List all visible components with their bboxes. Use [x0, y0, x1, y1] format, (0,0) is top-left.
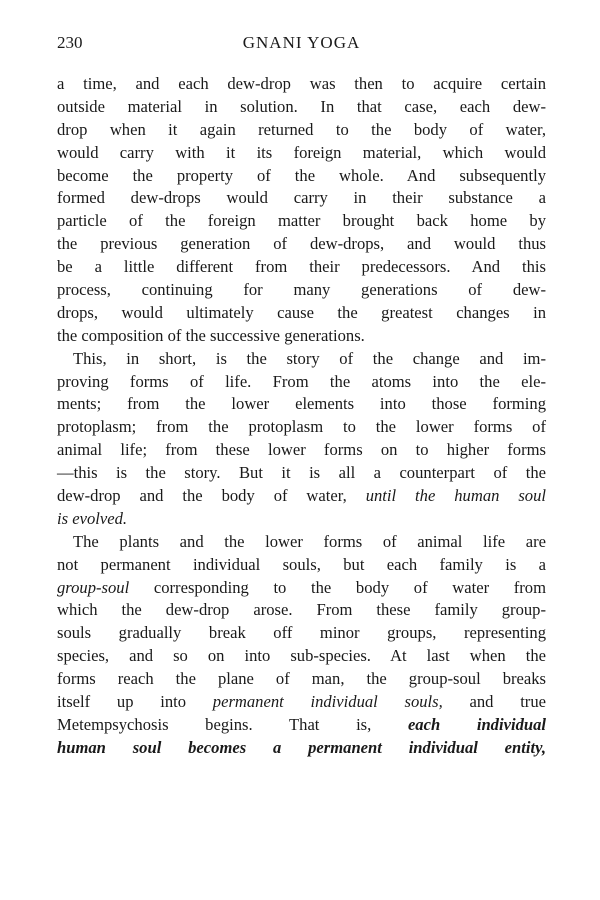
text-line [57, 187, 546, 210]
emphasized-text: is evolved. [57, 508, 128, 528]
text-segment: not permanent individual souls, but each family is a [57, 554, 546, 574]
emphasized-text: human soul becomes a permanent individual entity, [57, 737, 546, 757]
text-segment: Metempsychosis begins. That is, [57, 714, 408, 734]
text-segment: formed dew-drops would carry in their substance a [57, 188, 546, 208]
text-segment: This, in short, is the story of the change and im- [73, 348, 546, 368]
text-segment: souls gradually break off minor groups, representing [57, 623, 546, 643]
text-segment: ments; from the lower elements into those forming [57, 394, 546, 414]
text-segment: would carry with it its foreign material, which would [57, 142, 546, 162]
text-line [57, 416, 546, 439]
text-segment: a time, and each dew-drop was then to acquire certain [57, 74, 546, 93]
text-line [57, 73, 546, 96]
text-line [57, 668, 546, 691]
text-segment: drops, would ultimately cause the greatest changes in [57, 302, 546, 322]
emphasized-text: permanent individual souls, [212, 692, 443, 712]
text-segment: become the property of the whole. And subsequently [57, 165, 546, 185]
text-segment: itself up into [57, 692, 213, 712]
text-line [57, 577, 546, 600]
text-line [57, 393, 546, 416]
text-segment: the composition of the successive generations. [57, 325, 365, 345]
text-line [57, 439, 546, 462]
text-line [57, 508, 546, 531]
emphasized-text: until the human soul [365, 486, 546, 506]
text-segment: —this is the story. But it is all a counterpart of the [57, 463, 546, 483]
text-segment: species, and so on into sub-species. At last when the [57, 646, 546, 666]
text-line [57, 599, 546, 622]
text-segment: protoplasm; from the protoplasm to the lower forms of [57, 417, 546, 437]
text-segment: The plants and the lower forms of animal life are [73, 531, 546, 551]
text-segment: which the dew-drop arose. From these family group- [57, 600, 546, 620]
emphasized-text: group-soul [57, 577, 130, 597]
text-line [57, 714, 546, 737]
text-line [57, 371, 546, 394]
text-line [57, 256, 546, 279]
text-line [57, 325, 546, 348]
text-segment: outside material in solution. In that case, each dew- [57, 96, 546, 116]
text-line [57, 96, 546, 119]
page-number: 230 [57, 33, 83, 52]
text-segment: forms reach the plane of man, the group-soul breaks [57, 669, 546, 689]
text-segment: dew-drop and the body of water, [57, 486, 366, 506]
text-line [57, 119, 546, 142]
text-line [57, 233, 546, 256]
text-segment: and true [442, 692, 546, 712]
text-line [57, 691, 546, 714]
text-segment: be a little different from their predecessors. And this [57, 257, 546, 277]
text-segment: process, continuing for many generations of dew- [57, 280, 546, 300]
text-segment: proving forms of life. From the atoms into the ele- [57, 371, 546, 391]
text-line [57, 279, 546, 302]
page-header [57, 33, 546, 57]
body-text [57, 73, 546, 760]
text-line [57, 737, 546, 760]
running-head: GNANI YOGA [242, 33, 361, 52]
text-line [57, 622, 546, 645]
text-line [57, 462, 546, 485]
text-segment: animal life; from these lower forms on to higher forms [57, 440, 546, 460]
text-line [57, 485, 546, 508]
text-line [57, 348, 546, 371]
text-line [57, 645, 546, 668]
text-line [57, 210, 546, 233]
text-line [57, 554, 546, 577]
text-line [57, 531, 546, 554]
text-segment: corresponding to the body of water from [129, 577, 546, 597]
emphasized-text: each individual [407, 714, 546, 734]
text-line [57, 142, 546, 165]
text-segment: the previous generation of dew-drops, and would thus [57, 234, 546, 254]
text-line [57, 165, 546, 188]
text-segment: drop when it again returned to the body of water, [57, 119, 546, 139]
text-line [57, 302, 546, 325]
text-segment: particle of the foreign matter brought back home by [57, 211, 546, 231]
